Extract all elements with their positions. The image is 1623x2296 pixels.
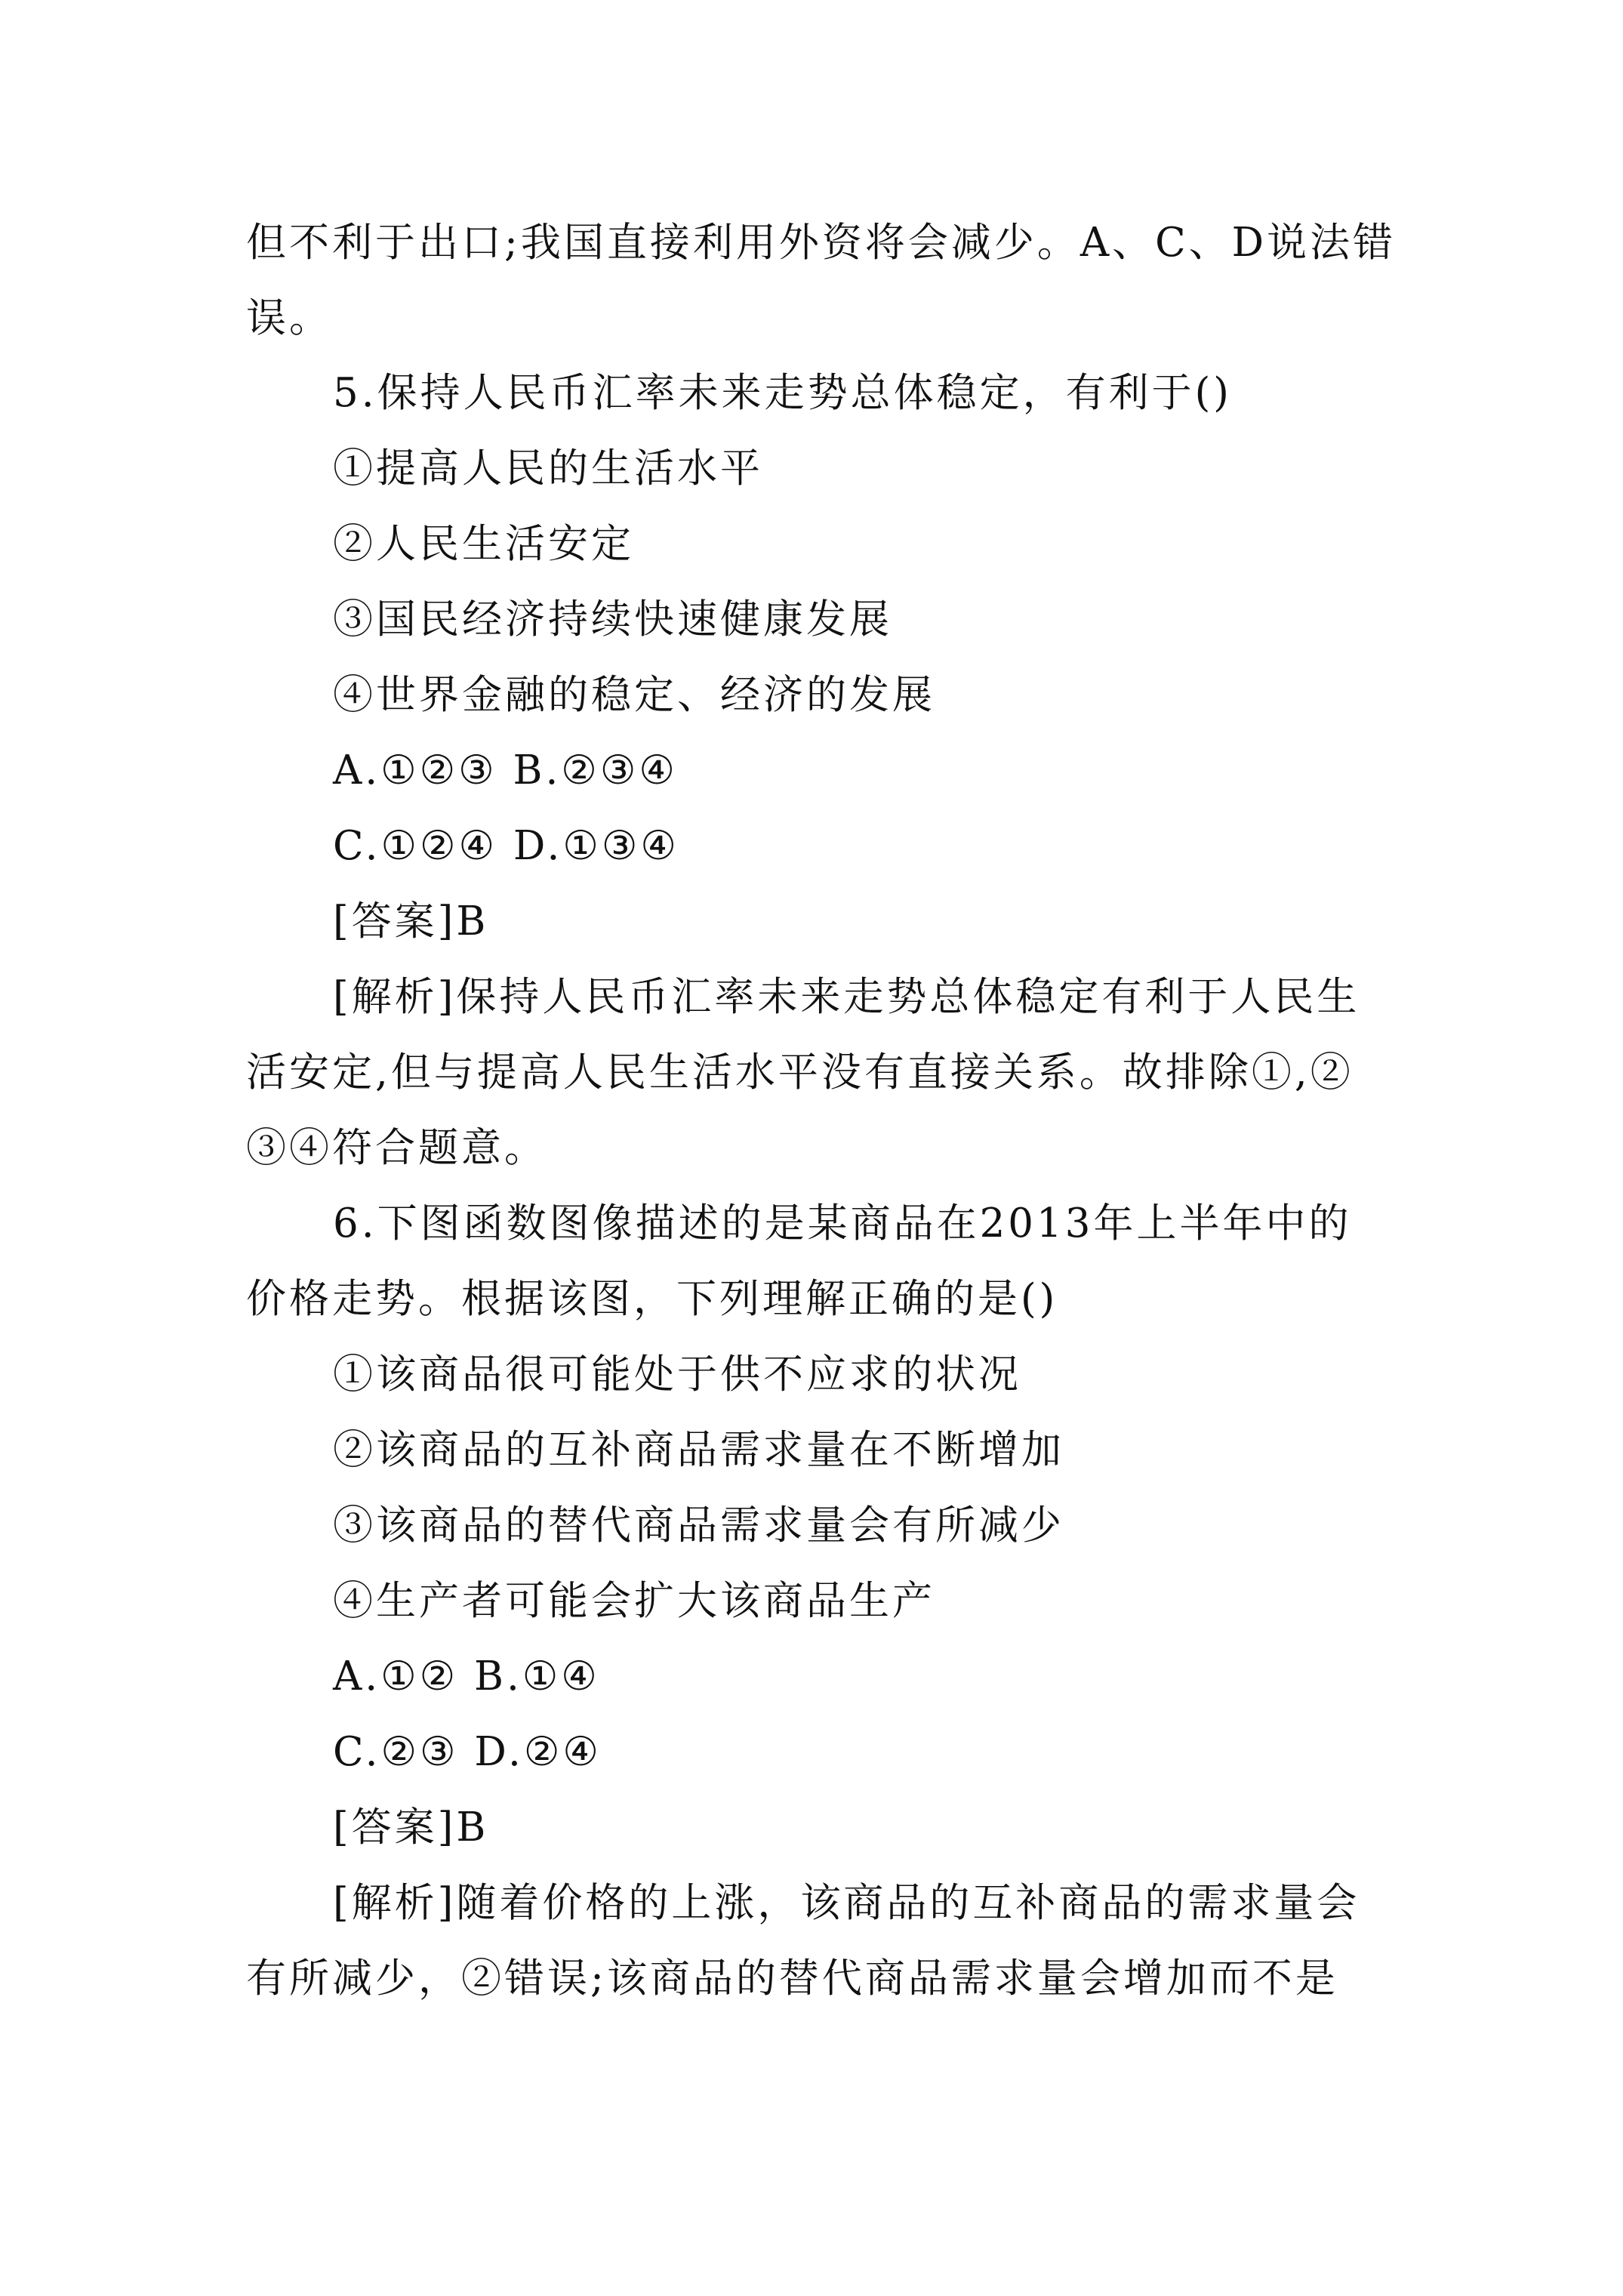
option-statement: ①提高人民的生活水平 [333,445,763,492]
option-statement: ①该商品很可能处于供不应求的状况 [333,1351,1021,1398]
option-statement: ④生产者可能会扩大该商品生产 [333,1578,935,1624]
text-line: 但不利于出口;我国直接利用外资将会减少。A、C、D说法错 [246,220,1397,266]
answer-choices: A.①② B.①④ [333,1653,600,1700]
answer-key: [答案]B [333,1804,489,1851]
answer-choices: A.①②③ B.②③④ [333,747,678,794]
question-5-stem: 5.保持人民币汇率未来走势总体稳定，有利于() [333,370,1232,416]
option-statement: ③国民经济持续快速健康发展 [333,596,892,643]
analysis-text: ③④符合题意。 [246,1125,547,1171]
analysis-text: 活安定,但与提高人民生活水平没有直接关系。故排除①,② [246,1049,1354,1096]
answer-choices: C.①②④ D.①③④ [333,823,679,869]
option-statement: ③该商品的替代商品需求量会有所减少 [333,1502,1064,1549]
question-6-stem: 价格走势。根据该图，下列理解正确的是() [246,1276,1058,1322]
analysis-text: 有所减少，②错误;该商品的替代商品需求量会增加而不是 [246,1955,1338,2002]
option-statement: ④世界金融的稳定、经济的发展 [333,672,935,718]
option-statement: ②该商品的互补商品需求量在不断增加 [333,1427,1064,1473]
answer-choices: C.②③ D.②④ [333,1729,602,1775]
answer-key: [答案]B [333,898,489,945]
option-statement: ②人民生活安定 [333,521,634,567]
analysis-text: [解析]保持人民币汇率未来走势总体稳定有利于人民生 [333,974,1360,1020]
analysis-text: [解析]随着价格的上涨，该商品的互补商品的需求量会 [333,1880,1360,1926]
question-6-stem: 6.下图函数图像描述的是某商品在2013年上半年中的 [333,1200,1352,1247]
text-line: 误。 [246,295,332,341]
